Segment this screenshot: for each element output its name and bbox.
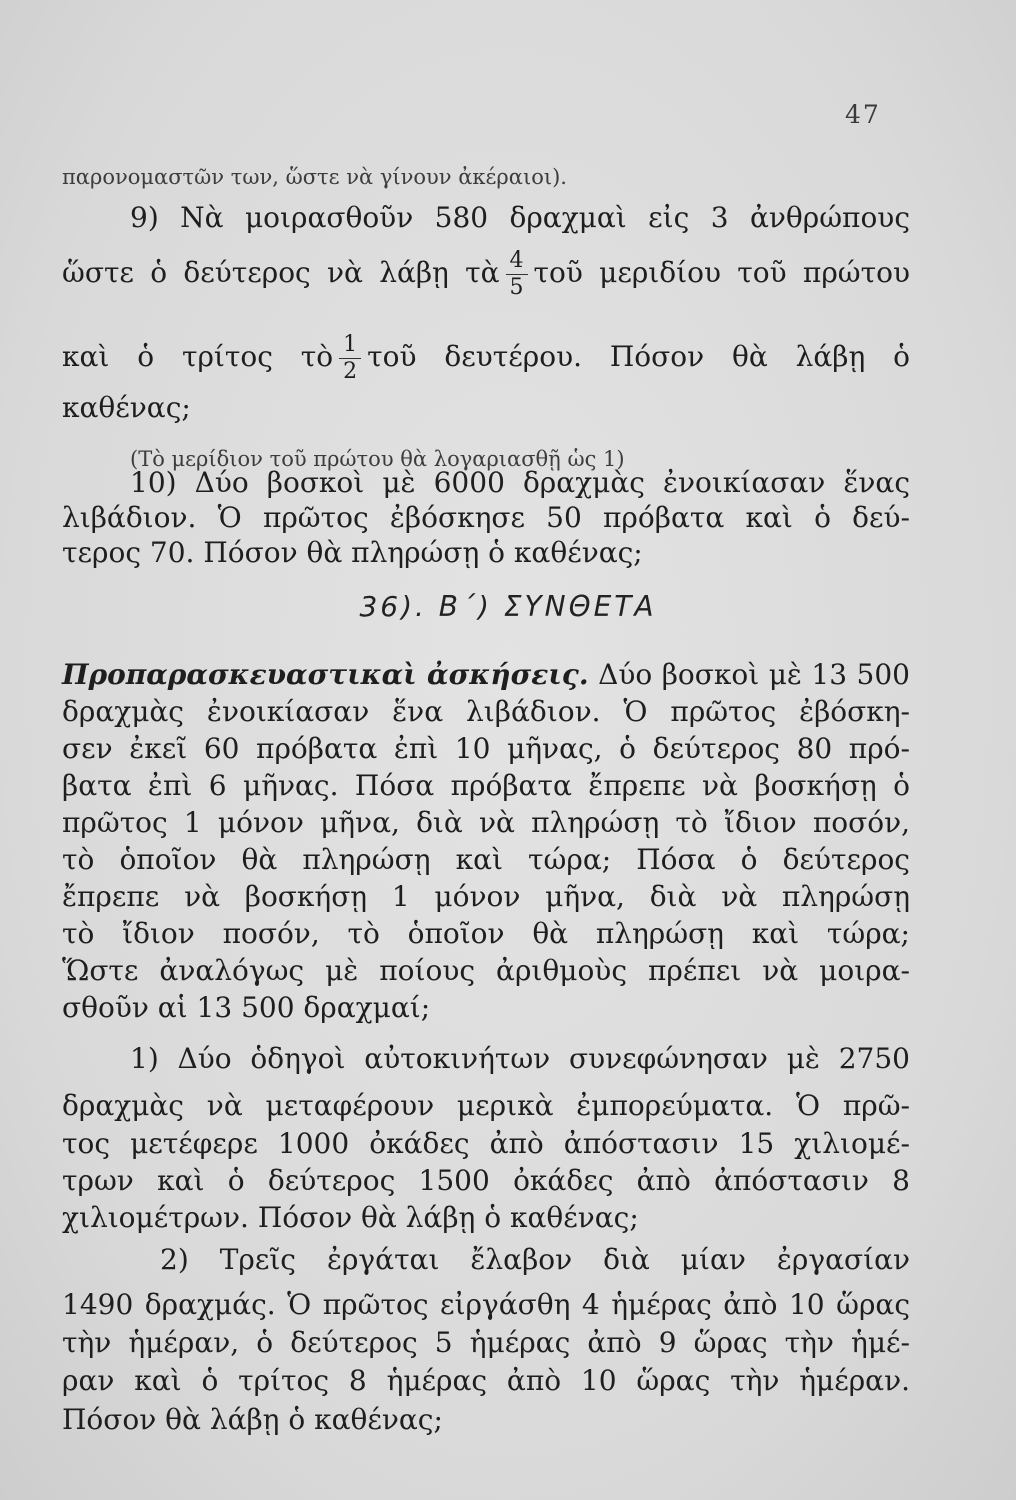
text-line: καθένας; [62, 391, 191, 424]
hint-line: (Τὸ μερίδιον τοῦ πρώτου θὰ λογαριασθῇ ὡς 1) [130, 447, 625, 471]
fraction-denominator: 2 [343, 359, 358, 384]
text-segment: ὥστε ὁ δεύτερος νὰ λάβῃ τὰ [62, 256, 500, 289]
subsection-title: Προπαρασκευαστικαὶ ἀσκήσεις. [62, 658, 589, 691]
text-line: τερος 70. Πόσον θὰ πληρώσῃ ὁ καθένας; [62, 536, 643, 569]
text-line: τὸ ὁποῖον θὰ πληρώσῃ καὶ τώρα; Πόσα ὁ δεύτερος [62, 843, 910, 876]
text-line: δραχμὰς ἐνοικίασαν ἕνα λιβάδιον. Ὁ πρῶτος ἐβόσκη- [62, 695, 910, 728]
text-line: Πόσον θὰ λάβῃ ὁ καθένας; [62, 1403, 443, 1436]
text-line: 1490 δραχμάς. Ὁ πρῶτος εἰργάσθη 4 ἡμέρας ἀπὸ 10 ὥρας [62, 1288, 910, 1321]
text-line: χιλιομέτρων. Πόσον θὰ λάβῃ ὁ καθένας; [62, 1201, 639, 1234]
fraction-denominator: 5 [509, 275, 524, 300]
fraction-numerator: 4 [506, 250, 528, 275]
text-line: τος μετέφερε 1000 ὀκάδες ἀπὸ ἀπόστασιν 15 χιλιομέ- [62, 1127, 910, 1160]
text-line: σεν ἐκεῖ 60 πρόβατα ἐπὶ 10 μῆνας, ὁ δεύτερος 80 πρό- [62, 732, 910, 765]
text-line: Ὥστε ἀναλόγως μὲ ποίους ἀριθμοὺς πρέπει νὰ μοιρα- [62, 954, 910, 987]
fraction-one-half [339, 334, 361, 383]
text-line: πρῶτος 1 μόνον μῆνα, διὰ νὰ πληρώσῃ τὸ ἴδιον ποσόν, [62, 806, 910, 839]
text-line: 9) Νὰ μοιρασθοῦν 580 δραχμαὶ εἰς 3 ἀνθρώπους [130, 201, 910, 234]
text-line [62, 655, 910, 695]
text-segment: Δύο βοσκοὶ μὲ 13 500 [598, 658, 910, 691]
text-line: 10) Δύο βοσκοὶ μὲ 6000 δραχμὰς ἐνοικίασαν ἕνας [130, 466, 910, 499]
text-line: τὸ ἴδιον ποσόν, τὸ ὁποῖον θὰ πληρώσῃ καὶ τώρα; [62, 917, 910, 950]
text-segment: καὶ ὁ τρίτος τὸ [62, 340, 334, 373]
text-line: ραν καὶ ὁ τρίτος 8 ἡμέρας ἀπὸ 10 ὥρας τὴν ἡμέραν. [62, 1364, 910, 1397]
text-segment: τοῦ μεριδίου τοῦ πρώτου [533, 256, 910, 289]
text-segment: τοῦ δευτέρου. Πόσον θὰ λάβῃ ὁ [367, 340, 910, 373]
text-line: παρονομαστῶν των, ὥστε νὰ γίνουν ἀκέραιοι). [62, 165, 567, 189]
text-line: ἔπρεπε νὰ βοσκήσῃ 1 μόνον μῆνα, διὰ νὰ πληρώσῃ [62, 880, 910, 913]
text-line: βατα ἐπὶ 6 μῆνας. Πόσα πρόβατα ἔπρεπε νὰ βοσκήσῃ ὁ [62, 769, 910, 802]
text-line: δραχμὰς νὰ μεταφέρουν μερικὰ ἐμπορεύματα. Ὁ πρῶ- [62, 1089, 910, 1122]
section-heading: 36). Β΄) ΣΥΝΘΕΤΑ [359, 590, 657, 623]
text-line-with-fraction [62, 334, 910, 383]
text-line: 2) Τρεῖς ἐργάται ἔλαβον διὰ μίαν ἐργασίαν [160, 1243, 910, 1276]
page-number: 47 [845, 100, 881, 129]
fraction-numerator: 1 [339, 334, 361, 359]
text-line: τὴν ἡμέραν, ὁ δεύτερος 5 ἡμέρας ἀπὸ 9 ὥρας τὴν ἡμέ- [62, 1326, 910, 1359]
text-line: σθοῦν αἱ 13 500 δραχμαί; [62, 991, 431, 1024]
text-line: λιβάδιον. Ὁ πρῶτος ἐβόσκησε 50 πρόβατα καὶ ὁ δεύ- [62, 501, 910, 534]
text-line: τρων καὶ ὁ δεύτερος 1500 ὀκάδες ἀπὸ ἀπόστασιν 8 [62, 1164, 910, 1197]
text-line: 1) Δύο ὁδηγοὶ αὐτοκινήτων συνεφώνησαν μὲ 2750 [130, 1042, 910, 1075]
text-line-with-fraction [62, 250, 910, 299]
fraction-four-fifths [506, 250, 528, 299]
